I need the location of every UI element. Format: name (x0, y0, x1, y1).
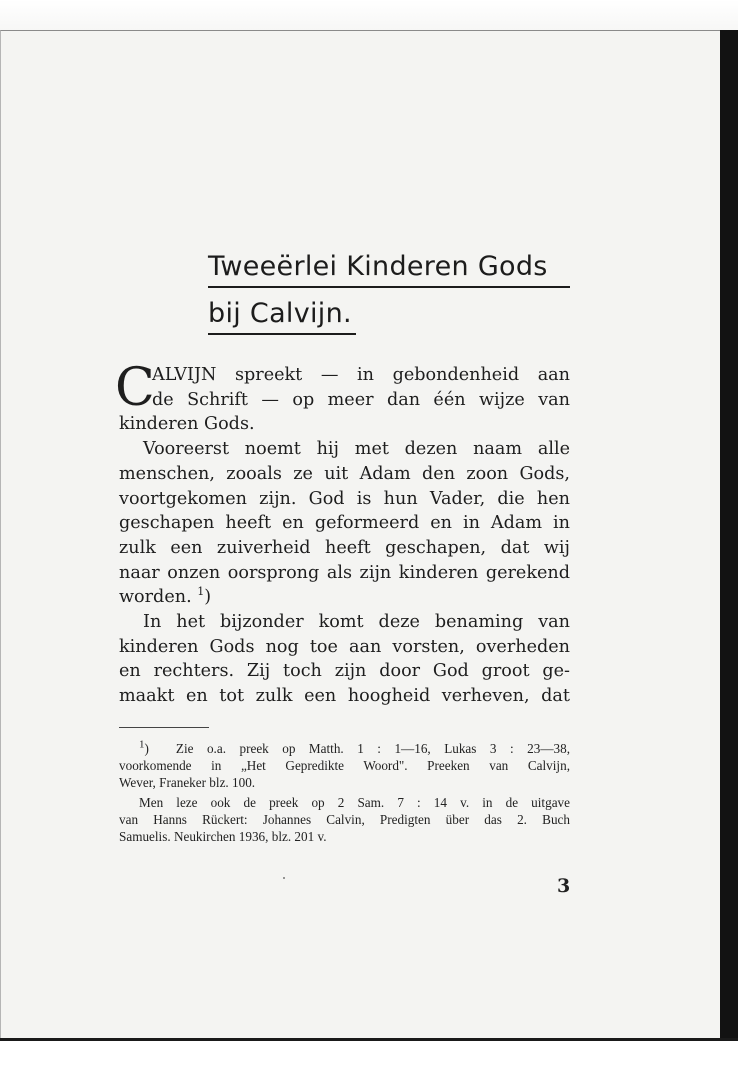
footnote-line-5: van Hanns Rückert: Johannes Calvin, Predigten über das 2. Buch (119, 812, 570, 827)
footnote-separator (119, 727, 209, 728)
body-text (115, 358, 570, 709)
footnote-marker-paren: ) (144, 741, 149, 756)
scan-bottom-margin (0, 1041, 738, 1068)
footnote-line-6: Samuelis. Neukirchen 1936, blz. 201 v. (119, 829, 327, 844)
body-line-14: maakt en tot zulk een hoogheid verheven, dat (119, 686, 570, 707)
footnote-line-1 (119, 740, 570, 757)
body-line-4: Vooreerst noemt hij met dezen naam alle (143, 439, 570, 460)
body-line-13: en rechters. Zij toch zijn door God groot ge- (119, 661, 570, 682)
footnote-line-1-text: Zie o.a. preek op Matth. 1 : 1—16, Lukas 3 : 23—38, (175, 741, 570, 756)
body-line-8: zulk een zuiverheid heeft geschapen, dat wij (119, 537, 570, 558)
scan-right-edge (720, 30, 738, 1040)
chapter-title-line-1: Tweeërlei Kinderen Gods (208, 250, 570, 288)
body-line-6: voortgekomen zijn. God is hun Vader, die hen (119, 488, 570, 509)
chapter-title-line-2 (208, 297, 356, 335)
footnote-reference-paren: ) (204, 587, 212, 608)
body-line-3: kinderen Gods. (119, 414, 255, 435)
footnotes (119, 740, 570, 845)
body-line-10 (119, 585, 570, 610)
paper-speck (283, 877, 285, 879)
footnote-line-3: Wever, Franeker blz. 100. (119, 775, 256, 790)
footnote-reference-number: 1 (197, 585, 205, 599)
body-line-11: In het bijzonder komt deze benaming van (143, 612, 570, 633)
body-line-9: naar onzen oorsprong als zijn kinderen gerekend (119, 562, 570, 583)
page-number: 3 (557, 875, 571, 897)
body-line-5: menschen, zooals ze uit Adam den zoon Gods, (119, 463, 570, 484)
footnote-line-4: Men leze ook de preek op 2 Sam. 7 : 14 v. in de uitgave (139, 795, 570, 810)
body-line-1-text: ALVIJN spreekt — in gebondenheid aan (152, 365, 570, 385)
body-line-7: geschapen heeft en geformeerd en in Adam in (119, 513, 570, 534)
drop-cap: C (115, 358, 155, 418)
body-line-10-text: worden. (119, 587, 192, 608)
footnote-line-2: voorkomende in „Het Gepredikte Woord". Preeken van Calvijn, (119, 758, 570, 773)
footnote-marker: 1 (139, 738, 145, 751)
body-line-2: de Schrift — op meer dan één wijze van (152, 389, 570, 410)
body-line-12: kinderen Gods nog toe aan vorsten, overheden (119, 636, 570, 657)
chapter-title-line-2-text: bij Calvijn. (208, 297, 356, 335)
scan-top-margin (0, 0, 738, 30)
